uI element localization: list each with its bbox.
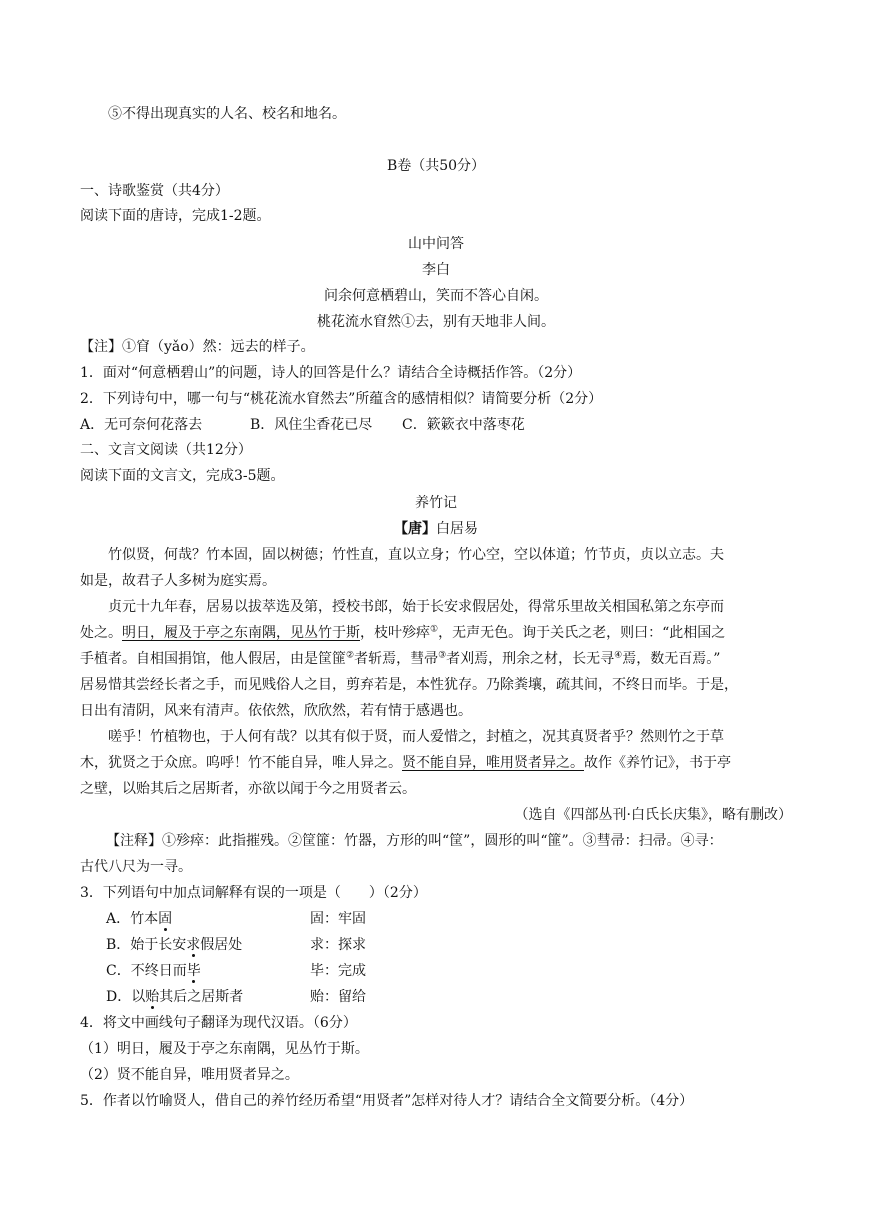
prose-line: 贞元十九年春，居易以拔萃选及第，授校书郎，始于长安求假居处，得常乐里故关相国私第之东亭而 bbox=[108, 599, 724, 615]
question-5: 5．作者以竹喻贤人，借自己的养竹经历希望“用贤者”怎样对待人才？请结合全文简要分析。（4分） bbox=[80, 1093, 694, 1109]
annotations-line: 【注释】①殄瘁：此指摧残。②筐篚：竹器，方形的叫“筐”，圆形的叫“篚”。③彗帚：扫帚。④寻： bbox=[106, 833, 723, 849]
rule-5: ⑤不得出现真实的人名、校名和地名。 bbox=[108, 106, 346, 122]
poem-line: 桃花流水窅然①去，别有天地非人间。 bbox=[317, 314, 555, 330]
q3-option-d bbox=[106, 987, 243, 1007]
underlined-sentence-2: 贤不能自异，唯用贤者异之。 bbox=[402, 755, 584, 771]
author-name: 白居易 bbox=[436, 521, 478, 537]
text-span: D．以 bbox=[106, 989, 146, 1005]
question-3: 3．下列语句中加点词解释有误的一项是（ ）（2分） bbox=[80, 885, 427, 901]
section-2-heading: 二、文言文阅读（共12分） bbox=[80, 442, 252, 458]
dotted-word: 毕 bbox=[186, 963, 201, 979]
text-span: 手植者。自相国捐馆，他人假居，由是筐篚 bbox=[80, 651, 346, 667]
text-span: 故作《养竹记》，书于亭 bbox=[584, 755, 731, 771]
text-span: ，无声无色。询于关氏之老，则曰：“此相国之 bbox=[438, 625, 726, 641]
prose-line: 嗟乎！竹植物也，于人何有哉？以其有似于贤，而人爱惜之，封植之，况其真贤者乎？然则竹之于草 bbox=[108, 729, 724, 745]
footnote-mark: ① bbox=[430, 624, 439, 635]
prose-line: 之壁，以贻其后之居斯者，亦欲以闻于今之用贤者云。 bbox=[80, 781, 416, 797]
question-4-part-1: （1）明日，履及于亭之东南隅，见丛竹于斯。 bbox=[80, 1041, 369, 1057]
question-4: 4．将文中画线句子翻译为现代汉语。（6分） bbox=[80, 1015, 357, 1031]
footnote-mark: ② bbox=[346, 650, 355, 661]
text-span: 者刈焉，刑余之材，长无寻 bbox=[446, 651, 615, 667]
text-span: 焉，数无百焉。” bbox=[622, 651, 721, 667]
text-span: B．始于长安 bbox=[106, 937, 187, 953]
dotted-word: 求 bbox=[186, 937, 201, 953]
prose-line bbox=[80, 623, 792, 643]
poem-line: 问余何意栖碧山，笑而不答心自闲。 bbox=[324, 288, 548, 304]
prose-line: 如是，故君子人多树为庭实焉。 bbox=[80, 573, 276, 589]
q3-gloss-a: 固：牢固 bbox=[310, 911, 366, 927]
prose-author bbox=[80, 519, 792, 539]
prose-title: 养竹记 bbox=[415, 495, 457, 511]
text-span: 者斩焉，彗帚 bbox=[354, 651, 439, 667]
annotations-line: 古代八尺为一寻。 bbox=[80, 859, 192, 875]
prose-source: （选自《四部丛刊·白氏长庆集》，略有删改） bbox=[514, 807, 792, 823]
prose-line bbox=[80, 649, 792, 669]
dotted-word: 固 bbox=[158, 911, 173, 927]
text-span: 木，犹贤之于众庶。呜呼！竹不能自异，唯人异之。 bbox=[80, 755, 402, 771]
footnote-mark: ④ bbox=[614, 650, 623, 661]
q3-gloss-c: 毕：完成 bbox=[310, 963, 366, 979]
prose-line: 竹似贤，何哉？竹本固，固以树德；竹性直，直以立身；竹心空，空以体道；竹节贞，贞以立志。夫 bbox=[108, 547, 724, 563]
q2-option-c: C．簌簌衣中落枣花 bbox=[402, 417, 525, 433]
text-span: A．竹本 bbox=[106, 911, 159, 927]
q3-option-b bbox=[106, 935, 242, 955]
section-1-intro: 阅读下面的唐诗，完成1-2题。 bbox=[80, 208, 271, 224]
underlined-sentence-1: 明日，履及于亭之东南隅，见丛竹于斯 bbox=[122, 625, 360, 641]
section-2-intro: 阅读下面的文言文，完成3-5题。 bbox=[80, 468, 285, 484]
q3-gloss-d: 贻：留给 bbox=[310, 989, 366, 1005]
prose-line: 日出有清阴，风来有清声。依依然，欣欣然，若有情于感遇也。 bbox=[80, 703, 472, 719]
question-1: 1．面对“何意栖碧山”的问题，诗人的回答是什么？请结合全诗概括作答。（2分） bbox=[80, 365, 582, 381]
text-span: 处之。 bbox=[80, 625, 122, 641]
q2-option-b: B．风住尘香花已尽 bbox=[250, 417, 373, 433]
text-span: 假居处 bbox=[200, 937, 243, 953]
q2-option-a: A．无可奈何花落去 bbox=[80, 417, 203, 433]
footnote-mark: ③ bbox=[438, 650, 447, 661]
text-span: C．不终日而 bbox=[106, 963, 187, 979]
question-2: 2．下列诗句中，哪一句与“桃花流水窅然去”所蕴含的感情相似？请简要分析（2分） bbox=[80, 391, 603, 407]
question-4-part-2: （2）贤不能自异，唯用贤者异之。 bbox=[80, 1067, 299, 1083]
poem-note: 【注】①窅（yǎo）然：远去的样子。 bbox=[80, 339, 315, 355]
poem-title: 山中问答 bbox=[408, 236, 464, 252]
poem-author: 李白 bbox=[422, 262, 450, 278]
q3-option-a bbox=[106, 909, 172, 929]
part-b-title: B卷（共50分） bbox=[386, 158, 486, 174]
prose-line bbox=[80, 753, 792, 773]
text-span: ，枝叶殄瘁 bbox=[360, 625, 430, 641]
prose-line: 居易惜其尝经长者之手，而见贱俗人之目，剪弃若是，本性犹存。乃除粪壤，疏其间，不终日而毕。于是， bbox=[80, 677, 738, 693]
dotted-word: 贻 bbox=[145, 989, 160, 1005]
q3-gloss-b: 求：探求 bbox=[310, 937, 366, 953]
section-1-heading: 一、诗歌鉴赏（共4分） bbox=[80, 183, 229, 199]
text-span: 其后之居斯者 bbox=[159, 989, 244, 1005]
dynasty-tag: 【唐】 bbox=[394, 521, 436, 537]
q3-option-c bbox=[106, 961, 201, 981]
